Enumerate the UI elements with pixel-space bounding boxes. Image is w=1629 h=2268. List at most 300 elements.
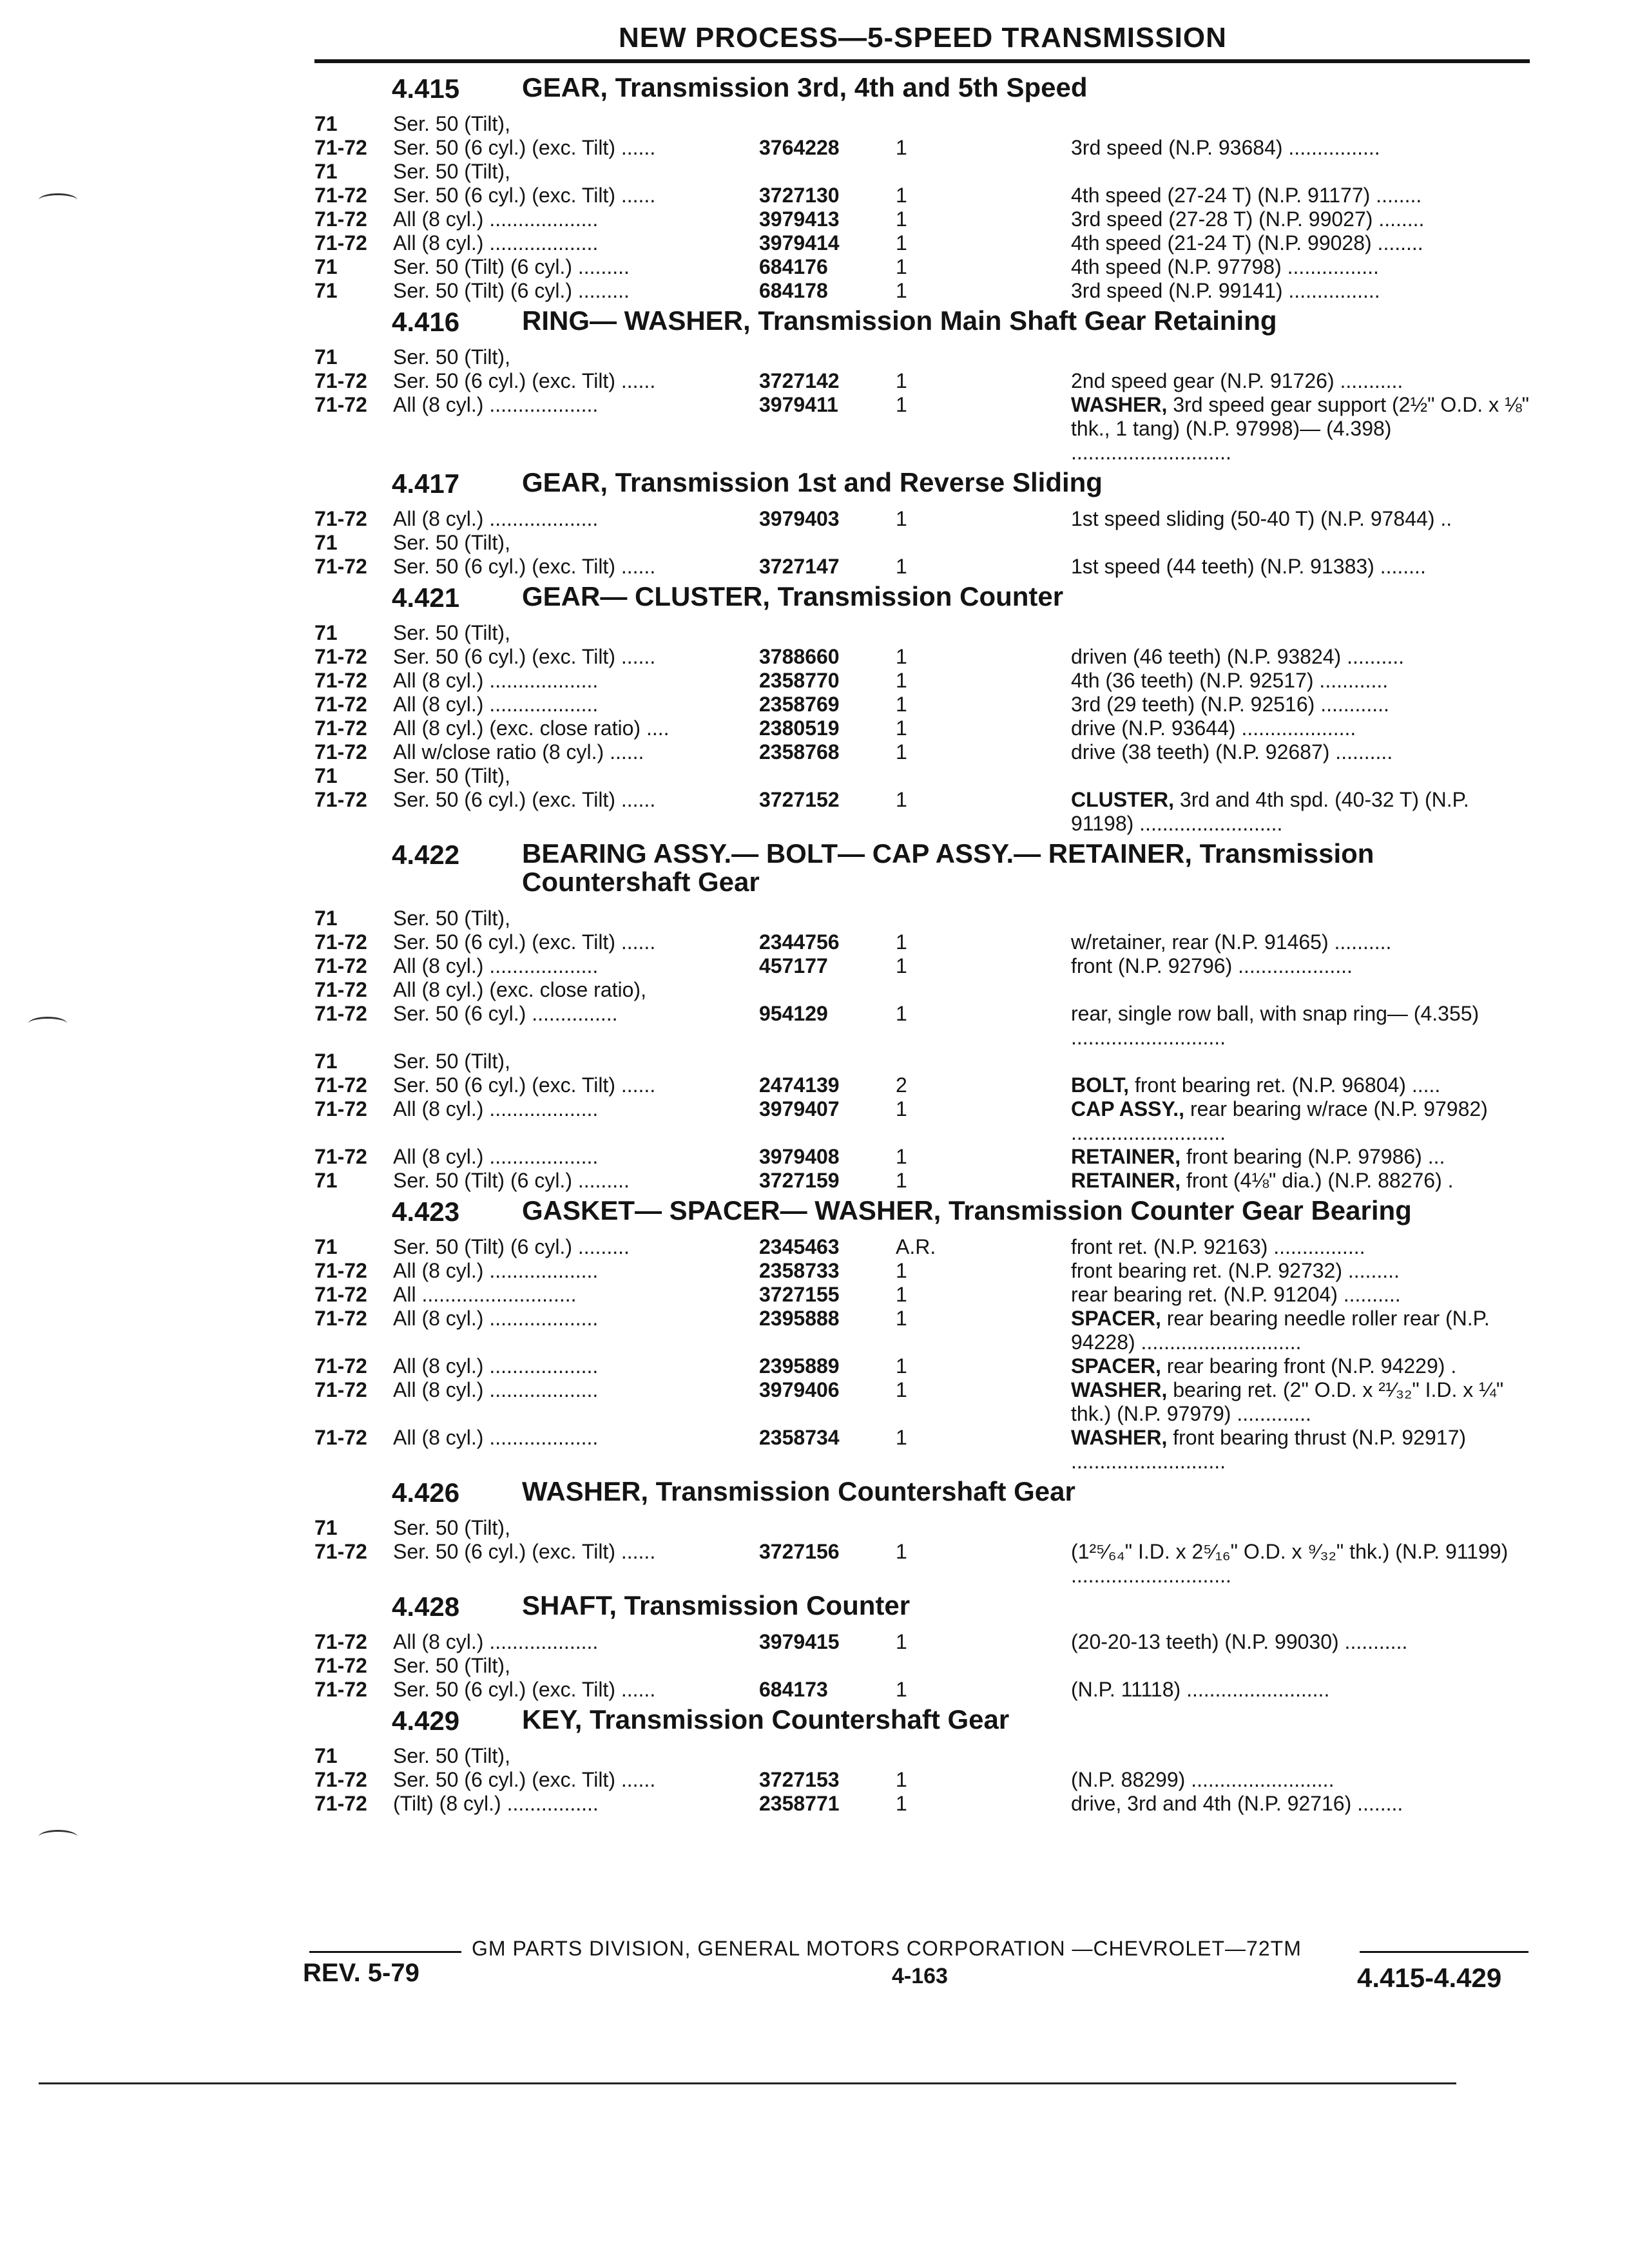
application: All (8 cyl.) ................... bbox=[393, 1630, 599, 1653]
application: Ser. 50 (6 cyl.) (exc. Tilt) ...... bbox=[393, 1073, 656, 1097]
parts-row bbox=[0, 645, 1629, 669]
description-text: (20-20-13 teeth) (N.P. 99030) ........... bbox=[1071, 1630, 1408, 1653]
quantity: 1 bbox=[896, 693, 907, 716]
parts-row bbox=[0, 1354, 1629, 1378]
parts-row bbox=[0, 160, 1629, 184]
part-number: 2395888 bbox=[759, 1307, 840, 1330]
quantity: 1 bbox=[896, 954, 907, 977]
description-keyword: CLUSTER, bbox=[1071, 788, 1174, 811]
quantity: 1 bbox=[896, 1426, 907, 1449]
model-year: 71-72 bbox=[314, 507, 367, 530]
application: Ser. 50 (6 cyl.) (exc. Tilt) ...... bbox=[393, 645, 656, 668]
model-year: 71 bbox=[314, 764, 338, 787]
part-number: 2358771 bbox=[759, 1792, 840, 1815]
section-number: 4.428 bbox=[392, 1591, 460, 1622]
description bbox=[1071, 693, 1535, 716]
parts-row bbox=[0, 1630, 1629, 1654]
quantity: 1 bbox=[896, 507, 907, 530]
model-year: 71-72 bbox=[314, 1654, 367, 1677]
quantity: 2 bbox=[896, 1073, 907, 1097]
quantity: 1 bbox=[896, 740, 907, 764]
description-text: (N.P. 11118) ......................... bbox=[1071, 1678, 1330, 1701]
parts-row bbox=[0, 1259, 1629, 1283]
section-header bbox=[0, 1588, 1629, 1630]
quantity: 1 bbox=[896, 645, 907, 668]
parts-row bbox=[0, 669, 1629, 693]
part-number: 2358734 bbox=[759, 1426, 840, 1449]
model-year: 71-72 bbox=[314, 1097, 367, 1120]
part-number: 2380519 bbox=[759, 716, 840, 740]
parts-row bbox=[0, 1426, 1629, 1474]
quantity: 1 bbox=[896, 1792, 907, 1815]
application: Ser. 50 (Tilt), bbox=[393, 1744, 510, 1767]
model-year: 71 bbox=[314, 621, 338, 644]
model-year: 71 bbox=[314, 255, 338, 278]
description bbox=[1071, 716, 1535, 740]
quantity: 1 bbox=[896, 1540, 907, 1563]
footer-text: GM PARTS DIVISION, GENERAL MOTORS CORPORATION —CHEVROLET—72TM bbox=[472, 1937, 1302, 1960]
part-number: 3979414 bbox=[759, 231, 840, 255]
application: All (8 cyl.) ................... bbox=[393, 507, 599, 530]
description bbox=[1071, 1540, 1535, 1588]
part-number: 3788660 bbox=[759, 645, 840, 668]
description-text: 3rd and 4th spd. (40-32 T) (N.P. 91198) ......................... bbox=[1071, 788, 1469, 835]
margin-mark bbox=[28, 1017, 67, 1030]
model-year: 71-72 bbox=[314, 1678, 367, 1701]
quantity: 1 bbox=[896, 393, 907, 416]
application: All (8 cyl.) (exc. close ratio) .... bbox=[393, 716, 670, 740]
quantity: 1 bbox=[896, 788, 907, 811]
parts-row bbox=[0, 978, 1629, 1002]
section-title: SHAFT, Transmission Counter bbox=[522, 1590, 911, 1620]
description-text: (1²⁵⁄₆₄" I.D. x 2⁵⁄₁₆" O.D. x ⁹⁄₃₂" thk.) (N.P. 91199) ............................ bbox=[1071, 1540, 1509, 1587]
parts-row bbox=[0, 1654, 1629, 1678]
application: Ser. 50 (Tilt), bbox=[393, 112, 510, 135]
parts-row bbox=[0, 393, 1629, 465]
parts-row bbox=[0, 207, 1629, 231]
section-title: GEAR, Transmission 1st and Reverse Sliding bbox=[522, 467, 1103, 497]
parts-row bbox=[0, 1307, 1629, 1354]
section-title: GEAR, Transmission 3rd, 4th and 5th Speed bbox=[522, 72, 1088, 102]
description bbox=[1071, 1792, 1535, 1816]
description bbox=[1071, 1073, 1535, 1097]
description bbox=[1071, 1235, 1535, 1259]
parts-row bbox=[0, 1002, 1629, 1050]
parts-row bbox=[0, 279, 1629, 303]
section-number: 4.422 bbox=[392, 840, 460, 870]
part-number: 2358768 bbox=[759, 740, 840, 764]
model-year: 71 bbox=[314, 112, 338, 135]
section-title: RING— WASHER, Transmission Main Shaft Gear Retaining bbox=[522, 305, 1277, 336]
parts-row bbox=[0, 907, 1629, 930]
part-number: 954129 bbox=[759, 1002, 828, 1025]
description-text: front bearing ret. (N.P. 92732) ......... bbox=[1071, 1259, 1400, 1282]
application: Ser. 50 (Tilt) (6 cyl.) ......... bbox=[393, 279, 630, 302]
quantity: 1 bbox=[896, 1378, 907, 1401]
page-title: NEW PROCESS—5-SPEED TRANSMISSION bbox=[619, 22, 1227, 53]
parts-row bbox=[0, 369, 1629, 393]
description-text: front (N.P. 92796) .................... bbox=[1071, 954, 1353, 977]
model-year: 71-72 bbox=[314, 1283, 367, 1306]
model-year: 71-72 bbox=[314, 1540, 367, 1563]
parts-row bbox=[0, 1516, 1629, 1540]
footer-rule-left bbox=[309, 1951, 461, 1953]
parts-row bbox=[0, 345, 1629, 369]
description bbox=[1071, 740, 1535, 764]
application: Ser. 50 (Tilt), bbox=[393, 1516, 510, 1539]
application: All w/close ratio (8 cyl.) ...... bbox=[393, 740, 644, 764]
application: All (8 cyl.) ................... bbox=[393, 1378, 599, 1401]
parts-row bbox=[0, 621, 1629, 645]
parts-row bbox=[0, 1678, 1629, 1702]
parts-row bbox=[0, 788, 1629, 836]
description bbox=[1071, 393, 1535, 465]
description-text: bearing ret. (2" O.D. x ²¹⁄₃₂" I.D. x ¼" thk.) (N.P. 97979) ............. bbox=[1071, 1378, 1504, 1425]
description-text: drive, 3rd and 4th (N.P. 92716) ........ bbox=[1071, 1792, 1403, 1815]
section-number: 4.423 bbox=[392, 1196, 460, 1227]
application: Ser. 50 (Tilt), bbox=[393, 345, 510, 369]
model-year: 71-72 bbox=[314, 669, 367, 692]
description-keyword: SPACER, bbox=[1071, 1354, 1161, 1378]
description bbox=[1071, 930, 1535, 954]
section-number: 4.429 bbox=[392, 1706, 460, 1736]
parts-row bbox=[0, 555, 1629, 579]
description-text: 4th speed (21-24 T) (N.P. 99028) ........ bbox=[1071, 231, 1423, 255]
description bbox=[1071, 1354, 1535, 1378]
parts-row bbox=[0, 693, 1629, 716]
parts-row bbox=[0, 1169, 1629, 1193]
application: All (8 cyl.) ................... bbox=[393, 1307, 599, 1330]
parts-row bbox=[0, 184, 1629, 207]
section-header bbox=[0, 1474, 1629, 1516]
parts-row bbox=[0, 716, 1629, 740]
application: Ser. 50 (Tilt), bbox=[393, 160, 510, 183]
description-text: rear bearing w/race (N.P. 97982) ........................... bbox=[1071, 1097, 1488, 1144]
parts-row bbox=[0, 1073, 1629, 1097]
quantity: 1 bbox=[896, 1002, 907, 1025]
section-number: 4.417 bbox=[392, 468, 460, 499]
parts-row bbox=[0, 740, 1629, 764]
application: Ser. 50 (Tilt), bbox=[393, 531, 510, 554]
model-year: 71-72 bbox=[314, 184, 367, 207]
description bbox=[1071, 1768, 1535, 1792]
model-year: 71-72 bbox=[314, 1145, 367, 1168]
description bbox=[1071, 645, 1535, 669]
model-year: 71 bbox=[314, 1516, 338, 1539]
quantity: 1 bbox=[896, 669, 907, 692]
quantity: 1 bbox=[896, 231, 907, 255]
section-header bbox=[0, 836, 1629, 907]
application: All (8 cyl.) (exc. close ratio), bbox=[393, 978, 646, 1001]
description-text: 1st speed (44 teeth) (N.P. 91383) ........ bbox=[1071, 555, 1426, 578]
quantity: 1 bbox=[896, 369, 907, 392]
model-year: 71 bbox=[314, 160, 338, 183]
application: All (8 cyl.) ................... bbox=[393, 231, 599, 255]
part-number: 3727130 bbox=[759, 184, 840, 207]
quantity: 1 bbox=[896, 1097, 907, 1120]
description-text: rear, single row ball, with snap ring— (4.355) ........................... bbox=[1071, 1002, 1480, 1049]
part-number: 457177 bbox=[759, 954, 828, 977]
description bbox=[1071, 184, 1535, 207]
parts-row bbox=[0, 1768, 1629, 1792]
part-number: 3979407 bbox=[759, 1097, 840, 1120]
model-year: 71-72 bbox=[314, 954, 367, 977]
model-year: 71 bbox=[314, 1744, 338, 1767]
quantity: 1 bbox=[896, 255, 907, 278]
parts-row bbox=[0, 1540, 1629, 1588]
part-number: 3979403 bbox=[759, 507, 840, 530]
description bbox=[1071, 1378, 1535, 1426]
bottom-rule bbox=[39, 2082, 1456, 2084]
footer-rule-right bbox=[1360, 1951, 1528, 1953]
part-number: 2358733 bbox=[759, 1259, 840, 1282]
margin-mark bbox=[39, 1830, 77, 1843]
application: (Tilt) (8 cyl.) ................ bbox=[393, 1792, 599, 1815]
model-year: 71 bbox=[314, 907, 338, 930]
model-year: 71-72 bbox=[314, 716, 367, 740]
section-title: KEY, Transmission Countershaft Gear bbox=[522, 1704, 1010, 1735]
model-year: 71-72 bbox=[314, 1378, 367, 1401]
quantity: 1 bbox=[896, 1283, 907, 1306]
description bbox=[1071, 1307, 1535, 1354]
parts-row bbox=[0, 954, 1629, 978]
description bbox=[1071, 1283, 1535, 1307]
parts-row bbox=[0, 1378, 1629, 1426]
section-number: 4.416 bbox=[392, 307, 460, 337]
application: Ser. 50 (6 cyl.) (exc. Tilt) ...... bbox=[393, 930, 656, 954]
revision-label: REV. 5-79 bbox=[303, 1959, 419, 1987]
description-text: drive (38 teeth) (N.P. 92687) .......... bbox=[1071, 740, 1393, 764]
description-keyword: CAP ASSY., bbox=[1071, 1097, 1185, 1120]
model-year: 71-72 bbox=[314, 930, 367, 954]
model-year: 71-72 bbox=[314, 1792, 367, 1815]
model-year: 71-72 bbox=[314, 369, 367, 392]
section-title: GASKET— SPACER— WASHER, Transmission Counter Gear Bearing bbox=[522, 1195, 1412, 1225]
model-year: 71-72 bbox=[314, 1630, 367, 1653]
parts-row bbox=[0, 255, 1629, 279]
parts-row bbox=[0, 1744, 1629, 1768]
quantity: 1 bbox=[896, 136, 907, 159]
description bbox=[1071, 1259, 1535, 1283]
model-year: 71-72 bbox=[314, 1768, 367, 1791]
page-number: 4-163 bbox=[892, 1964, 948, 1988]
application: Ser. 50 (6 cyl.) (exc. Tilt) ...... bbox=[393, 136, 656, 159]
section-title: BEARING ASSY.— BOLT— CAP ASSY.— RETAINER, Transmission Countershaft Gear bbox=[522, 838, 1374, 897]
part-number: 3727156 bbox=[759, 1540, 840, 1563]
description bbox=[1071, 255, 1535, 279]
part-number: 3764228 bbox=[759, 136, 840, 159]
section-number: 4.426 bbox=[392, 1477, 460, 1508]
model-year: 71-72 bbox=[314, 136, 367, 159]
quantity: 1 bbox=[896, 1630, 907, 1653]
description bbox=[1071, 507, 1535, 531]
section-header bbox=[0, 303, 1629, 345]
application: All (8 cyl.) ................... bbox=[393, 1426, 599, 1449]
part-number: 2344756 bbox=[759, 930, 840, 954]
model-year: 71 bbox=[314, 345, 338, 369]
part-number: 2474139 bbox=[759, 1073, 840, 1097]
part-number: 3979411 bbox=[759, 393, 838, 416]
description bbox=[1071, 1426, 1535, 1474]
description-text: 4th speed (27-24 T) (N.P. 91177) ........ bbox=[1071, 184, 1422, 207]
description-keyword: WASHER, bbox=[1071, 1426, 1168, 1449]
description-text: 3rd (29 teeth) (N.P. 92516) ............ bbox=[1071, 693, 1389, 716]
model-year: 71 bbox=[314, 279, 338, 302]
application: All ........................... bbox=[393, 1283, 577, 1306]
quantity: 1 bbox=[896, 1354, 907, 1378]
parts-row bbox=[0, 112, 1629, 136]
description-text: drive (N.P. 93644) .................... bbox=[1071, 716, 1356, 740]
model-year: 71-72 bbox=[314, 1354, 367, 1378]
description-text: driven (46 teeth) (N.P. 93824) .......... bbox=[1071, 645, 1404, 668]
part-number: 3979413 bbox=[759, 207, 840, 231]
description bbox=[1071, 555, 1535, 579]
part-number: 684178 bbox=[759, 279, 828, 302]
application: Ser. 50 (6 cyl.) (exc. Tilt) ...... bbox=[393, 1540, 656, 1563]
application: Ser. 50 (6 cyl.) (exc. Tilt) ...... bbox=[393, 788, 656, 811]
description-text: front bearing (N.P. 97986) ... bbox=[1181, 1145, 1445, 1168]
application: All (8 cyl.) ................... bbox=[393, 393, 599, 416]
application: Ser. 50 (Tilt), bbox=[393, 1654, 510, 1677]
application: All (8 cyl.) ................... bbox=[393, 1259, 599, 1282]
application: All (8 cyl.) ................... bbox=[393, 669, 599, 692]
parts-row bbox=[0, 136, 1629, 160]
parts-row bbox=[0, 1050, 1629, 1073]
description bbox=[1071, 1678, 1535, 1702]
quantity: A.R. bbox=[896, 1235, 936, 1258]
parts-row bbox=[0, 1235, 1629, 1259]
description bbox=[1071, 279, 1535, 303]
part-number: 3727155 bbox=[759, 1283, 840, 1306]
model-year: 71-72 bbox=[314, 978, 367, 1001]
part-number: 2358769 bbox=[759, 693, 840, 716]
parts-row bbox=[0, 231, 1629, 255]
part-number: 3979406 bbox=[759, 1378, 840, 1401]
description-text: (N.P. 88299) ......................... bbox=[1071, 1768, 1335, 1791]
description-text: 4th speed (N.P. 97798) ................ bbox=[1071, 255, 1379, 278]
description-text: front (4⅛" dia.) (N.P. 88276) . bbox=[1181, 1169, 1454, 1192]
model-year: 71-72 bbox=[314, 393, 367, 416]
quantity: 1 bbox=[896, 555, 907, 578]
model-year: 71-72 bbox=[314, 1259, 367, 1282]
description-keyword: WASHER, bbox=[1071, 393, 1168, 416]
parts-row bbox=[0, 764, 1629, 788]
part-number: 3727153 bbox=[759, 1768, 840, 1791]
model-year: 71 bbox=[314, 531, 338, 554]
part-number: 3727159 bbox=[759, 1169, 840, 1192]
part-number: 2395889 bbox=[759, 1354, 840, 1378]
part-number: 3727152 bbox=[759, 788, 840, 811]
quantity: 1 bbox=[896, 279, 907, 302]
description bbox=[1071, 954, 1535, 978]
description-keyword: RETAINER, bbox=[1071, 1145, 1181, 1168]
model-year: 71-72 bbox=[314, 231, 367, 255]
section-range: 4.415-4.429 bbox=[1357, 1963, 1502, 1993]
section-number: 4.421 bbox=[392, 582, 460, 613]
description bbox=[1071, 1630, 1535, 1654]
application: Ser. 50 (Tilt), bbox=[393, 764, 510, 787]
part-number: 3727142 bbox=[759, 369, 840, 392]
parts-row bbox=[0, 1097, 1629, 1145]
parts-row bbox=[0, 1145, 1629, 1169]
description-text: 2nd speed gear (N.P. 91726) ........... bbox=[1071, 369, 1403, 392]
description-keyword: WASHER, bbox=[1071, 1378, 1168, 1401]
description bbox=[1071, 231, 1535, 255]
model-year: 71 bbox=[314, 1050, 338, 1073]
part-number: 3979408 bbox=[759, 1145, 840, 1168]
section-title: GEAR— CLUSTER, Transmission Counter bbox=[522, 581, 1064, 611]
parts-row bbox=[0, 531, 1629, 555]
parts-listing bbox=[0, 70, 1629, 1816]
quantity: 1 bbox=[896, 930, 907, 954]
description-keyword: RETAINER, bbox=[1071, 1169, 1181, 1192]
description bbox=[1071, 788, 1535, 836]
quantity: 1 bbox=[896, 1259, 907, 1282]
part-number: 2345463 bbox=[759, 1235, 840, 1258]
description bbox=[1071, 207, 1535, 231]
section-header bbox=[0, 1702, 1629, 1744]
parts-row bbox=[0, 1283, 1629, 1307]
part-number: 2358770 bbox=[759, 669, 840, 692]
part-number: 3979415 bbox=[759, 1630, 840, 1653]
quantity: 1 bbox=[896, 184, 907, 207]
application: Ser. 50 (6 cyl.) ............... bbox=[393, 1002, 618, 1025]
section-number: 4.415 bbox=[392, 73, 460, 104]
model-year: 71-72 bbox=[314, 693, 367, 716]
model-year: 71-72 bbox=[314, 1426, 367, 1449]
description-text: front bearing ret. (N.P. 96804) ..... bbox=[1129, 1073, 1441, 1097]
model-year: 71-72 bbox=[314, 555, 367, 578]
parts-row bbox=[0, 930, 1629, 954]
application: Ser. 50 (6 cyl.) (exc. Tilt) ...... bbox=[393, 1678, 656, 1701]
description-text: rear bearing ret. (N.P. 91204) .......... bbox=[1071, 1283, 1401, 1306]
section-header bbox=[0, 1193, 1629, 1235]
section-header bbox=[0, 70, 1629, 112]
margin-mark bbox=[39, 193, 77, 207]
model-year: 71 bbox=[314, 1235, 338, 1258]
quantity: 1 bbox=[896, 1145, 907, 1168]
application: All (8 cyl.) ................... bbox=[393, 954, 599, 977]
model-year: 71-72 bbox=[314, 1002, 367, 1025]
application: Ser. 50 (Tilt), bbox=[393, 1050, 510, 1073]
description-text: 3rd speed (N.P. 93684) ................ bbox=[1071, 136, 1380, 159]
description-keyword: BOLT, bbox=[1071, 1073, 1130, 1097]
application: All (8 cyl.) ................... bbox=[393, 693, 599, 716]
application: All (8 cyl.) ................... bbox=[393, 1097, 599, 1120]
model-year: 71 bbox=[314, 1169, 338, 1192]
application: Ser. 50 (Tilt), bbox=[393, 621, 510, 644]
description-text: 3rd speed (27-28 T) (N.P. 99027) ........ bbox=[1071, 207, 1425, 231]
application: Ser. 50 (Tilt) (6 cyl.) ......... bbox=[393, 1169, 630, 1192]
quantity: 1 bbox=[896, 1768, 907, 1791]
description bbox=[1071, 1145, 1535, 1169]
model-year: 71-72 bbox=[314, 1073, 367, 1097]
description-text: 1st speed sliding (50-40 T) (N.P. 97844) .. bbox=[1071, 507, 1452, 530]
description-text: w/retainer, rear (N.P. 91465) .......... bbox=[1071, 930, 1392, 954]
part-number: 684176 bbox=[759, 255, 828, 278]
quantity: 1 bbox=[896, 207, 907, 231]
description bbox=[1071, 1097, 1535, 1145]
quantity: 1 bbox=[896, 716, 907, 740]
description-text: rear bearing front (N.P. 94229) . bbox=[1161, 1354, 1457, 1378]
application: Ser. 50 (Tilt), bbox=[393, 907, 510, 930]
model-year: 71-72 bbox=[314, 645, 367, 668]
description-text: front bearing thrust (N.P. 92917) ........................... bbox=[1071, 1426, 1467, 1473]
section-title: WASHER, Transmission Countershaft Gear bbox=[522, 1476, 1075, 1506]
title-rule bbox=[314, 59, 1530, 63]
description bbox=[1071, 136, 1535, 160]
application: Ser. 50 (Tilt) (6 cyl.) ......... bbox=[393, 255, 630, 278]
